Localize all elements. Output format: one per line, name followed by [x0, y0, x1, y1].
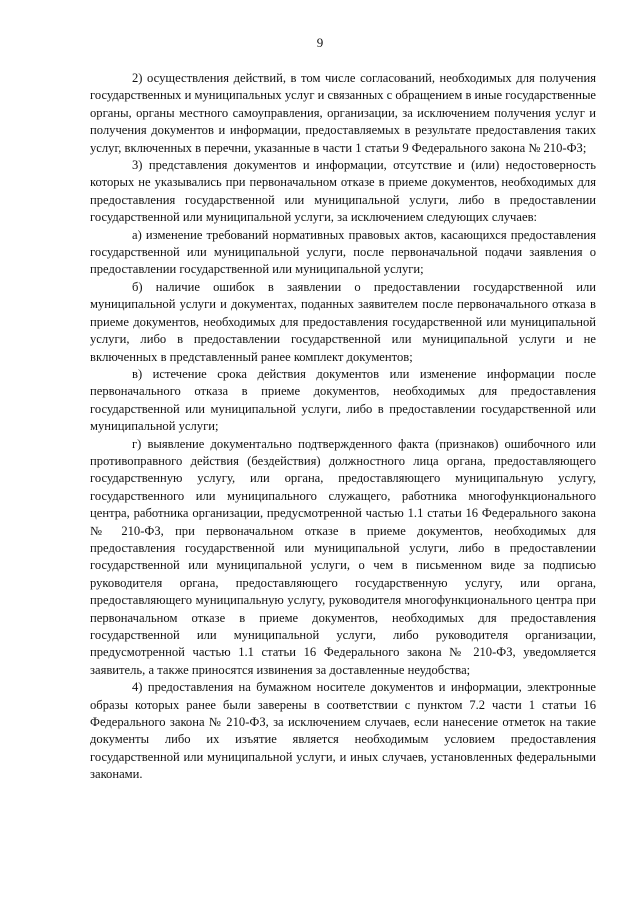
subparagraph-a: а) изменение требований нормативных правовых актов, касающихся предоставления государственной или муниципальной услуги, после первоначальной подачи заявления о предоставлении государственной или муниципальной услуги;: [90, 227, 596, 277]
document-body: [90, 70, 596, 784]
subparagraph-v: в) истечение срока действия документов или изменение информации после первоначального отказа в приеме документов, необходимых для предоставления государственной или муниципальной услуги, либо в предоставлении государственной или муниципальной услуги;: [90, 366, 596, 434]
paragraph-item-2: 2) осуществления действий, в том числе согласований, необходимых для получения государственных и муниципальных услуг и связанных с обращением в иные государственные органы, органы местного самоуправления, организации, за исключением получения услуг и получения документов и информации, предоставляемых в результате предоставления таких услуг, включенных в перечни, указанные в части 1 статьи 9 Федерального закона № 210-ФЗ;: [90, 71, 596, 155]
paragraph-item-3: 3) представления документов и информации, отсутствие и (или) недостоверность которых не указывались при первоначальном отказе в приеме документов, необходимых для предоставления государственной или муниципальной услуги, либо в предоставлении государственной или муниципальной услуги, за исключением следующих случаев:: [90, 158, 596, 225]
paragraph-item-4: 4) предоставления на бумажном носителе документов и информации, электронные образы которых ранее были заверены в соответствии с пунктом 7.2 части 1 статьи 16 Федерального закона № 210-ФЗ, за исключением случаев, если нанесение отметок на такие документы либо их изъятие является необходимым условием предоставления государственной или муниципальной услуги, и иных случаев, установленных федеральными законами.: [90, 680, 596, 782]
subparagraph-g: г) выявление документально подтвержденного факта (признаков) ошибочного или противоправного действия (бездействия) должностного лица органа, предоставляющего государственную услугу, или органа, предоставляющего муниципальную услугу, государственного или муниципального служащего, работника многофункционального центра, работника организации, предусмотренной частью 1.1 статьи 16 Федерального закона № 210-ФЗ, при первоначальном отказе в приеме документов, необходимых для предоставления государственной или муниципальной услуги, либо в предоставлении государственной или муниципальной услуги, о чем в письменном виде за подписью руководителя органа, предоставляющего государственную услугу, или органа, предоставляющего муниципальную услугу, руководителя многофункционального центра при первоначальном отказе в приеме документов, необходимых для предоставления государственной или муниципальной услуги, либо руководителя организации, предусмотренной частью 1.1 статьи 16 Федерального закона № 210-ФЗ, уведомляется заявитель, а также приносятся извинения за доставленные неудобства;: [90, 436, 596, 677]
subparagraph-b: б) наличие ошибок в заявлении о предоставлении государственной или муниципальной услуги и документах, поданных заявителем после первоначального отказа в приеме документов, необходимых для предоставления государственной или муниципальной услуги, либо в предоставлении государственной или муниципальной услуги и не включенных в представленный ранее комплект документов;: [90, 279, 596, 364]
page-number: 9: [316, 35, 324, 50]
